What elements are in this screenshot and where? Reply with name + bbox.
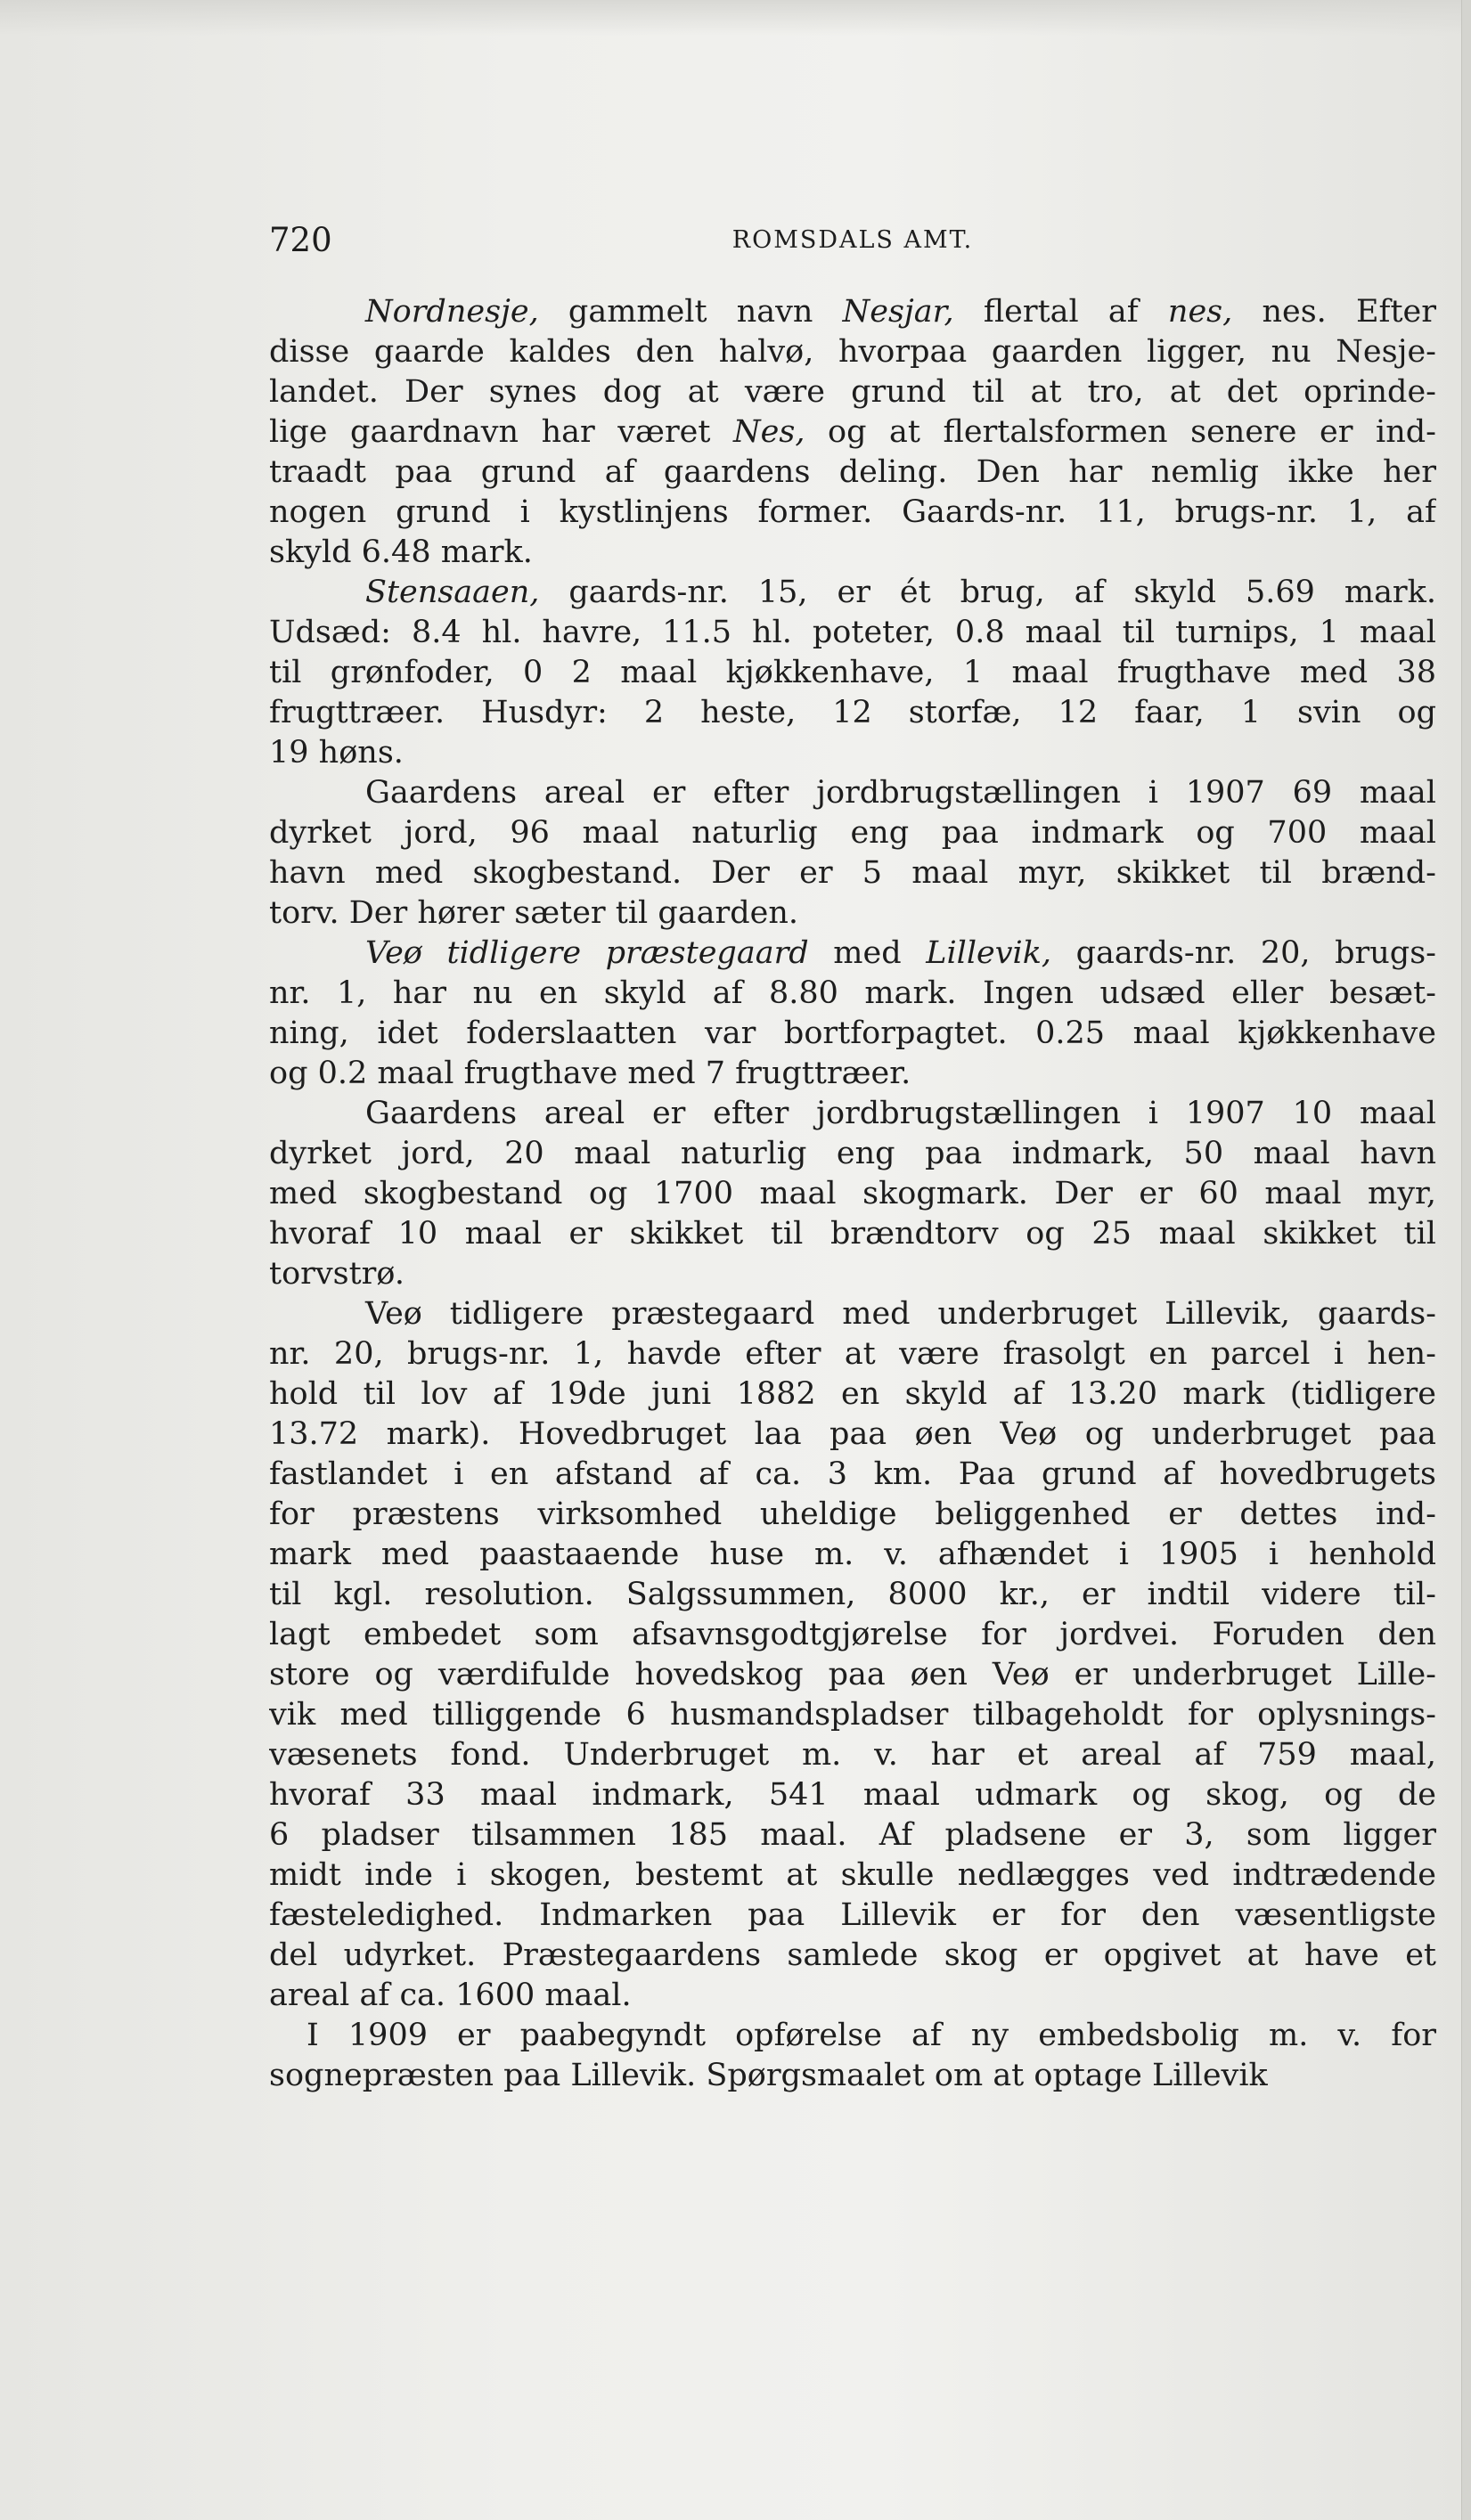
line-text: frugttræer. Husdyr: 2 heste, 12 storfæ, 12 faar, 1 svin og bbox=[269, 695, 1436, 730]
line-text: flertal af bbox=[953, 294, 1168, 330]
text-line bbox=[269, 1374, 1436, 1415]
text-line bbox=[269, 1575, 1436, 1615]
text-line bbox=[269, 2056, 1436, 2096]
line-text: ning, idet foderslaatten var bortforpagtet. 0.25 maal kjøkkenhave bbox=[269, 1015, 1436, 1051]
text-line bbox=[269, 1014, 1436, 1054]
line-text: væsenets fond. Underbruget m. v. har et areal af 759 maal, bbox=[269, 1737, 1436, 1773]
line-text: til grønfoder, 0 2 maal kjøkkenhave, 1 maal frugthave med 38 bbox=[269, 655, 1436, 690]
italic-text: Nesjar, bbox=[842, 294, 954, 330]
text-line bbox=[269, 1415, 1436, 1455]
paragraph-veo-lillevik bbox=[269, 934, 1436, 1094]
paragraph-1909 bbox=[269, 2016, 1436, 2096]
italic-text: Nordnesje, bbox=[365, 294, 539, 330]
text-line bbox=[269, 1174, 1436, 1214]
line-text: skyld 6.48 mark. bbox=[269, 534, 533, 570]
text-line bbox=[269, 372, 1436, 412]
line-text: hvoraf 33 maal indmark, 541 maal udmark og skog, og de bbox=[269, 1777, 1436, 1813]
text-line bbox=[269, 934, 1436, 974]
text-line bbox=[269, 493, 1436, 533]
text-line bbox=[269, 773, 1436, 813]
text-line bbox=[269, 1214, 1436, 1254]
page-edge bbox=[1461, 0, 1471, 2520]
line-text: 13.72 mark). Hovedbruget laa paa øen Veø og underbruget paa bbox=[269, 1416, 1436, 1452]
line-text: torvstrø. bbox=[269, 1256, 405, 1292]
text-line bbox=[269, 1094, 1436, 1134]
text-line bbox=[269, 453, 1436, 493]
text-line bbox=[269, 1134, 1436, 1174]
text-line bbox=[269, 813, 1436, 853]
line-text: 6 pladser tilsammen 185 maal. Af pladsene er 3, som ligger bbox=[269, 1817, 1436, 1853]
text-line bbox=[269, 1254, 1436, 1294]
line-text: til kgl. resolution. Salgssummen, 8000 kr., er indtil videre til- bbox=[269, 1577, 1436, 1612]
line-text: midt inde i skogen, bestemt at skulle nedlægges ved indtrædende bbox=[269, 1857, 1436, 1893]
text-line bbox=[269, 1735, 1436, 1775]
line-text: fæsteledighed. Indmarken paa Lillevik er for den væsentligste bbox=[269, 1897, 1436, 1933]
line-text: lige gaardnavn har været bbox=[269, 414, 734, 450]
line-text: sognepræsten paa Lillevik. Spørgsmaalet om at optage Lillevik bbox=[269, 2058, 1268, 2093]
line-text: nogen grund i kystlinjens former. Gaards-nr. 11, brugs-nr. 1, af bbox=[269, 494, 1436, 530]
line-text: lagt embedet som afsavnsgodtgjørelse for jordvei. Foruden den bbox=[269, 1617, 1436, 1652]
line-text: hvoraf 10 maal er skikket til brændtorv og 25 maal skikket til bbox=[269, 1216, 1436, 1252]
line-text: med skogbestand og 1700 maal skogmark. Der er 60 maal myr, bbox=[269, 1176, 1436, 1211]
text-line bbox=[269, 1615, 1436, 1655]
text-line bbox=[269, 1334, 1436, 1374]
text-line bbox=[269, 1936, 1436, 1976]
line-text: disse gaarde kaldes den halvø, hvorpaa gaarden ligger, nu Nesje- bbox=[269, 334, 1436, 370]
text-line bbox=[269, 292, 1436, 332]
text-line bbox=[269, 1655, 1436, 1695]
text-line bbox=[269, 1495, 1436, 1535]
text-line bbox=[269, 1535, 1436, 1575]
text-line bbox=[269, 573, 1436, 613]
text-line bbox=[269, 893, 1436, 934]
italic-text: Veø tidligere præstegaard bbox=[365, 935, 809, 971]
text-line bbox=[269, 974, 1436, 1014]
line-text: areal af ca. 1600 maal. bbox=[269, 1978, 632, 2013]
line-text: gammelt navn bbox=[538, 294, 843, 330]
line-text: Gaardens areal er efter jordbrugstællingen i 1907 69 maal bbox=[365, 775, 1436, 811]
line-text: gaards-nr. 15, er ét brug, af skyld 5.69 mark. bbox=[539, 575, 1436, 610]
line-text: dyrket jord, 96 maal naturlig eng paa indmark og 700 maal bbox=[269, 815, 1436, 851]
text-line bbox=[269, 693, 1436, 733]
line-text: landet. Der synes dog at være grund til at tro, at det oprinde- bbox=[269, 374, 1436, 410]
line-text: hold til lov af 19de juni 1882 en skyld af 13.20 mark (tidligere bbox=[269, 1376, 1436, 1412]
italic-text: nes, bbox=[1167, 294, 1233, 330]
italic-text: Stensaaen, bbox=[365, 575, 540, 610]
line-text: torv. Der hører sæter til gaarden. bbox=[269, 895, 799, 931]
text-line bbox=[269, 1815, 1436, 1855]
running-head: ROMSDALS AMT. bbox=[731, 226, 974, 254]
italic-text: Lillevik, bbox=[926, 935, 1052, 971]
scan-shadow bbox=[0, 0, 1471, 36]
text-line bbox=[269, 1976, 1436, 2016]
paragraph-veo-areal bbox=[269, 1094, 1436, 1294]
line-text: og at flertalsformen senere er ind- bbox=[805, 414, 1436, 450]
line-text: fastlandet i en afstand af ca. 3 km. Paa grund af hovedbrugets bbox=[269, 1456, 1436, 1492]
line-text: og 0.2 maal frugthave med 7 frugttræer. bbox=[269, 1056, 911, 1091]
text-line bbox=[269, 533, 1436, 573]
text-line bbox=[269, 1896, 1436, 1936]
line-text: nr. 20, brugs-nr. 1, havde efter at være frasolgt en parcel i hen- bbox=[269, 1336, 1436, 1372]
line-text: havn med skogbestand. Der er 5 maal myr, skikket til brænd- bbox=[269, 855, 1436, 891]
text-line bbox=[269, 1855, 1436, 1896]
text-line bbox=[269, 1294, 1436, 1334]
line-text: Udsæd: 8.4 hl. havre, 11.5 hl. poteter, 0.8 maal til turnips, 1 maal bbox=[269, 615, 1436, 650]
page-number: 720 bbox=[269, 221, 332, 259]
line-text: gaards-nr. 20, brugs- bbox=[1051, 935, 1436, 971]
paragraph-stensaaen bbox=[269, 573, 1436, 773]
line-text: vik med tilliggende 6 husmandspladser tilbageholdt for oplysnings- bbox=[269, 1697, 1436, 1733]
text-line bbox=[269, 412, 1436, 453]
paragraph-nordnesje bbox=[269, 292, 1436, 573]
text-line bbox=[269, 1054, 1436, 1094]
line-text: for præstens virksomhed uheldige beliggenhed er dettes ind- bbox=[269, 1497, 1436, 1532]
line-text: store og værdifulde hovedskog paa øen Veø er underbruget Lille- bbox=[269, 1657, 1436, 1692]
line-text: traadt paa grund af gaardens deling. Den har nemlig ikke her bbox=[269, 454, 1436, 490]
line-text: Veø tidligere præstegaard med underbruget Lillevik, gaards- bbox=[365, 1296, 1436, 1332]
text-line bbox=[269, 613, 1436, 653]
body-text bbox=[269, 292, 1436, 2096]
text-line bbox=[269, 853, 1436, 893]
line-text: 19 høns. bbox=[269, 735, 404, 771]
text-line bbox=[269, 733, 1436, 773]
text-line bbox=[269, 332, 1436, 372]
text-line bbox=[269, 1775, 1436, 1815]
text-line bbox=[269, 1695, 1436, 1735]
line-text: I 1909 er paabegyndt opførelse af ny embedsbolig m. v. for bbox=[306, 2018, 1436, 2053]
line-text: med bbox=[808, 935, 927, 971]
line-text: mark med paastaaende huse m. v. afhændet i 1905 i henhold bbox=[269, 1537, 1436, 1572]
paragraph-stensaaen-areal bbox=[269, 773, 1436, 934]
line-text: dyrket jord, 20 maal naturlig eng paa indmark, 50 maal havn bbox=[269, 1136, 1436, 1171]
line-text: del udyrket. Præstegaardens samlede skog er opgivet at have et bbox=[269, 1937, 1436, 1973]
text-line bbox=[269, 2016, 1436, 2056]
paragraph-veo-history bbox=[269, 1294, 1436, 2016]
page-header bbox=[269, 221, 1436, 265]
line-text: Gaardens areal er efter jordbrugstællingen i 1907 10 maal bbox=[365, 1096, 1436, 1131]
text-line bbox=[269, 653, 1436, 693]
italic-text: Nes, bbox=[733, 414, 805, 450]
text-line bbox=[269, 1455, 1436, 1495]
line-text: nr. 1, har nu en skyld af 8.80 mark. Ingen udsæd eller besæt- bbox=[269, 975, 1436, 1011]
line-text: nes. Efter bbox=[1232, 294, 1436, 330]
